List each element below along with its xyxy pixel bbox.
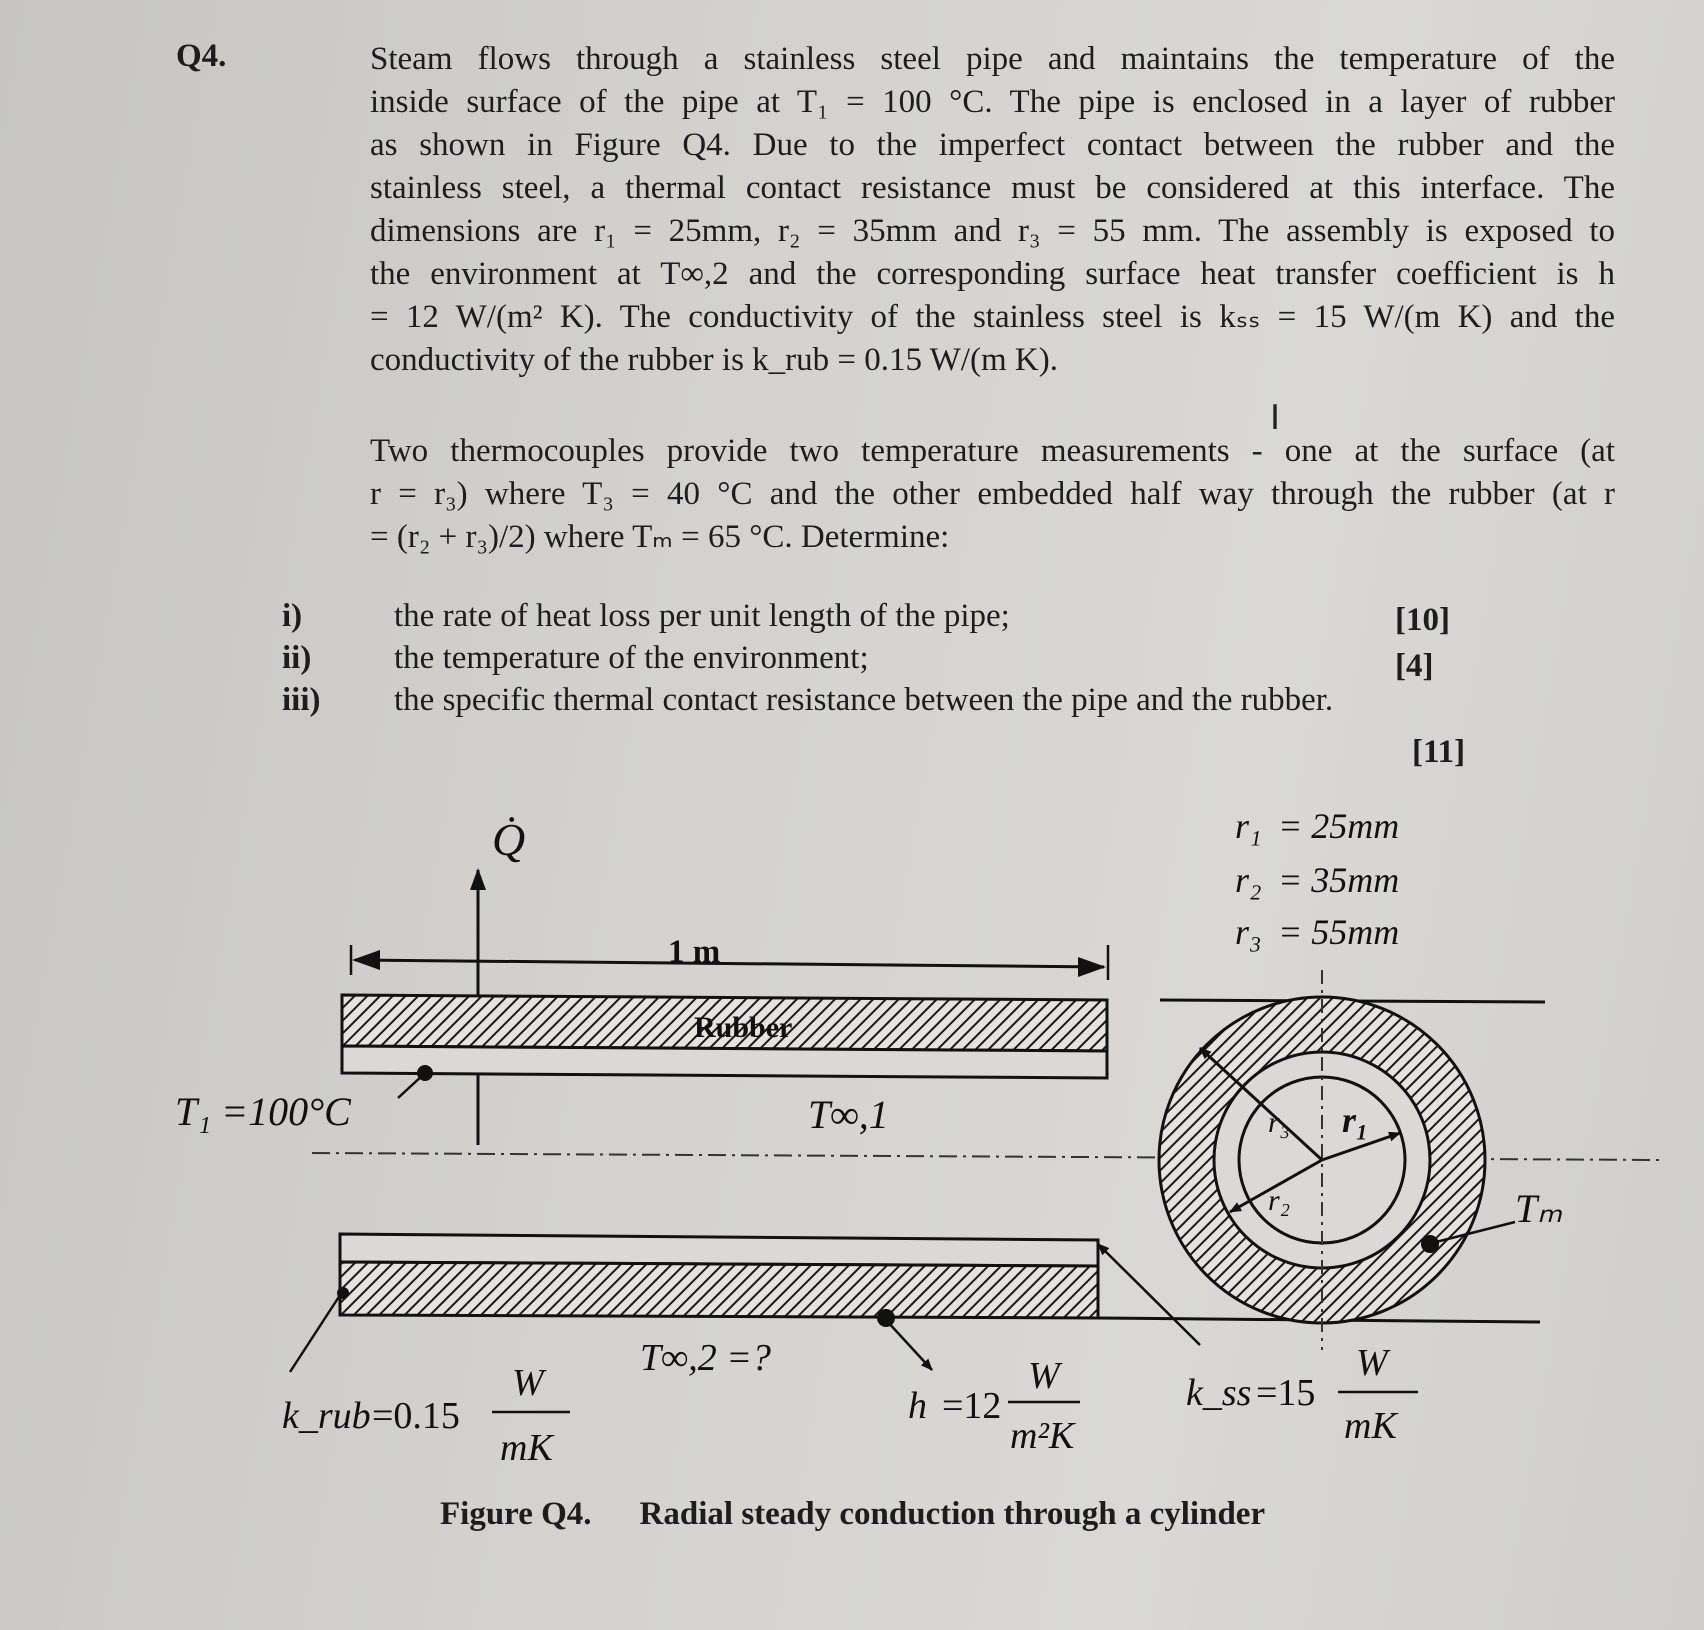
tm-thermocouple-dot <box>1421 1235 1439 1253</box>
h-symbol: h <box>908 1385 927 1427</box>
r3-value: = 55mm <box>1278 912 1400 952</box>
k-ss-value: =15 <box>1256 1372 1316 1414</box>
r3-label: r₃ <box>1268 1106 1291 1139</box>
question-number: Q4. <box>176 38 227 74</box>
t-inf-2-label: T∞,2 =? <box>640 1337 771 1379</box>
statement-line: dimensions are r₁ = 25mm, r₂ = 35mm and r₃ = 55 mm. The assembly is exposed to <box>370 213 1615 249</box>
k-rub-value: =0.15 <box>372 1395 460 1437</box>
t1-label: T₁ =100°C <box>175 1089 351 1134</box>
r1-label: r₁ <box>1342 1100 1369 1140</box>
r1-name: r₁ <box>1235 806 1262 846</box>
t-inf-1-label: T∞,1 <box>808 1092 889 1137</box>
k-rub-symbol: k_rub <box>282 1395 371 1437</box>
statement-line: r = r₃) where T₃ = 40 °C and the other embedded half way through the rubber (at r <box>370 476 1615 512</box>
part-text: the rate of heat loss per unit length of the pipe; <box>394 598 1010 634</box>
k-rub-den: mK <box>500 1427 553 1469</box>
k-ss-den: mK <box>1344 1405 1397 1447</box>
part-label: ii) <box>282 640 312 676</box>
statement-line: inside surface of the pipe at T₁ = 100 °C. The pipe is enclosed in a layer of rubber <box>370 84 1615 120</box>
r2-name: r₂ <box>1235 860 1262 900</box>
marks-part-ii: [4] <box>1395 648 1434 684</box>
q-dot-label: Q̇ <box>492 814 526 865</box>
statement-line: stainless steel, a thermal contact resistance must be considered at this interface. The <box>370 170 1615 206</box>
tm-label: Tₘ <box>1515 1186 1563 1231</box>
h-num: W <box>1028 1355 1060 1397</box>
statement-line: = 12 W/(m² K). The conductivity of the stainless steel is kₛₛ = 15 W/(m K) and the <box>370 299 1615 335</box>
part-text: the temperature of the environment; <box>394 640 869 676</box>
part-label: iii) <box>282 682 321 718</box>
statement-line: conductivity of the rubber is k_rub = 0.15 W/(m K). <box>370 342 1058 378</box>
pipe-cross-section <box>1159 970 1545 1350</box>
h-den: m²K <box>1010 1415 1075 1457</box>
part-text: the specific thermal contact resistance between the pipe and the rubber. <box>394 682 1334 718</box>
r2-value: = 35mm <box>1278 860 1400 900</box>
h-value: =12 <box>942 1385 1002 1427</box>
part-label: i) <box>282 598 303 634</box>
length-dimension <box>351 945 1108 980</box>
r1-value: = 25mm <box>1278 806 1400 846</box>
length-label: 1 m <box>668 934 721 970</box>
rubber-label: Rubber <box>694 1011 793 1044</box>
k-ss-symbol: k_ss <box>1186 1372 1252 1414</box>
statement-line: = (r₂ + r₃)/2) where Tₘ = 65 °C. Determine: <box>370 519 950 555</box>
statement-line: the environment at T∞,2 and the corresponding surface heat transfer coefficient is h <box>370 256 1615 292</box>
r2-label: r₂ <box>1268 1184 1291 1217</box>
text-cursor-icon: I <box>1270 398 1281 438</box>
figure-caption <box>440 1496 1313 1533</box>
caption-label: Figure Q4. <box>440 1496 592 1532</box>
r3-name: r₃ <box>1235 912 1262 952</box>
statement-line: as shown in Figure Q4. Due to the imperfect contact between the rubber and the <box>370 127 1615 163</box>
statement-line: Two thermocouples provide two temperature measurements - one at the surface (at <box>370 433 1615 469</box>
statement-line: Steam flows through a stainless steel pipe and maintains the temperature of the <box>370 41 1615 77</box>
caption-text: Radial steady conduction through a cylinder <box>639 1496 1266 1532</box>
k-rub-num: W <box>512 1362 544 1404</box>
marks-part-i: [10] <box>1395 602 1450 638</box>
marks-part-iii: [11] <box>1412 734 1466 770</box>
k-ss-num: W <box>1356 1342 1388 1384</box>
